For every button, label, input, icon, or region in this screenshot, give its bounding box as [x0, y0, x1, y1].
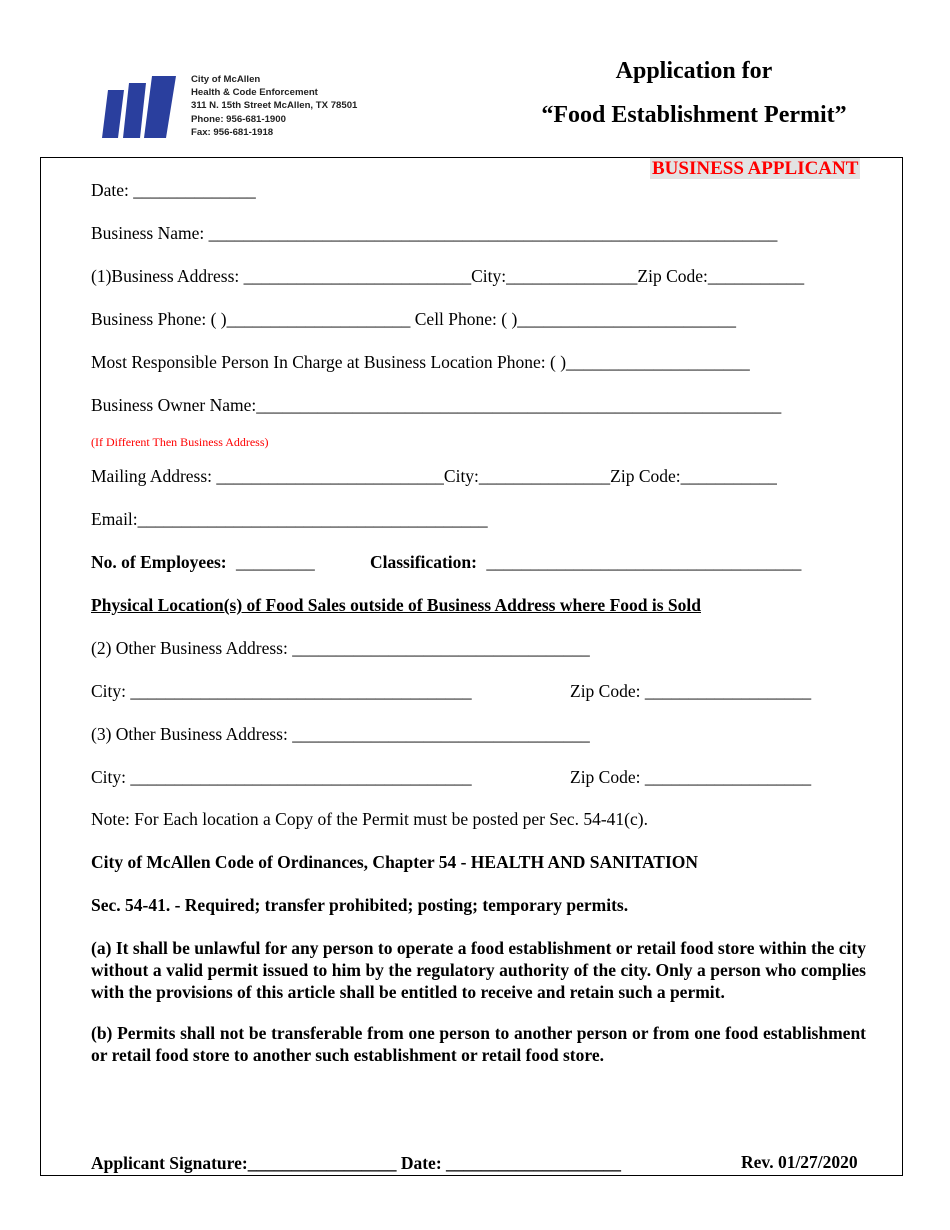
- applicant-signature-field[interactable]: Applicant Signature:_________________ Date: ____________________: [91, 1153, 622, 1173]
- classification-row: [370, 551, 801, 573]
- ordinance-paragraph-a: (a) It shall be unlawful for any person to operate a food establishment or retail food store within the city without a valid permit issued to him by the regulatory authority of the city. Only a person who complies with the provisions of this article shall be entitled to receive and retain such a permit.: [91, 938, 866, 1002]
- city-of-mcallen-logo-icon: [100, 76, 178, 140]
- agency-street: 311 N. 15th Street McAllen, TX 78501: [191, 100, 358, 112]
- ordinance-section: Sec. 54-41. - Required; transfer prohibited; posting; temporary permits.: [91, 895, 629, 915]
- business-address-field[interactable]: (1)Business Address: __________________________City:_______________Zip Code:___________: [91, 266, 805, 286]
- email-field[interactable]: Email:________________________________________: [91, 509, 488, 529]
- mailing-address-field[interactable]: Mailing Address: __________________________City:_______________Zip Code:___________: [91, 466, 777, 486]
- agency-department: Health & Code Enforcement: [191, 87, 318, 99]
- business-name-field[interactable]: Business Name: _________________________________________________________________: [91, 223, 778, 243]
- physical-locations-heading: Physical Location(s) of Food Sales outside of Business Address where Food is Sold: [91, 595, 701, 615]
- employees-label: No. of Employees:: [91, 552, 227, 572]
- agency-name: City of McAllen: [191, 74, 261, 85]
- date-field[interactable]: Date: ______________: [91, 180, 256, 200]
- employees-input[interactable]: _________: [235, 552, 315, 572]
- employees-row: [91, 551, 315, 573]
- classification-input[interactable]: ____________________________________: [486, 552, 802, 572]
- zip-3-field[interactable]: Zip Code: ___________________: [570, 767, 812, 787]
- responsible-person-field[interactable]: Most Responsible Person In Charge at Business Location Phone: ( )_____________________: [91, 352, 750, 372]
- agency-fax: Fax: 956-681-1918: [191, 126, 274, 138]
- other-business-address-3-field[interactable]: (3) Other Business Address: __________________________________: [91, 724, 590, 744]
- agency-phone: Phone: 956-681-1900: [191, 113, 286, 125]
- other-business-address-2-field[interactable]: (2) Other Business Address: __________________________________: [91, 638, 590, 658]
- form-title-line1: Application for: [615, 58, 773, 84]
- form-title-line2: “Food Establishment Permit”: [541, 102, 847, 128]
- city-2-field[interactable]: City: _______________________________________: [91, 681, 472, 701]
- posting-note: Note: For Each location a Copy of the Permit must be posted per Sec. 54-41(c).: [91, 809, 648, 829]
- zip-2-field[interactable]: Zip Code: ___________________: [570, 681, 812, 701]
- city-3-field[interactable]: City: _______________________________________: [91, 767, 472, 787]
- ordinance-chapter: City of McAllen Code of Ordinances, Chapter 54 - HEALTH AND SANITATION: [91, 852, 699, 872]
- business-applicant-badge: BUSINESS APPLICANT: [652, 158, 859, 179]
- if-different-note: (If Different Then Business Address): [91, 435, 269, 449]
- classification-label: Classification:: [370, 552, 477, 572]
- ordinance-paragraph-b: (b) Permits shall not be transferable from one person to another person or from one food establishment or retail food store to another such establishment or retail food store.: [91, 1023, 866, 1065]
- owner-name-field[interactable]: Business Owner Name:____________________________________________________________: [91, 395, 782, 415]
- agency-address-block: [191, 73, 357, 139]
- business-phone-field[interactable]: Business Phone: ( )_____________________ Cell Phone: ( )_________________________: [91, 309, 737, 329]
- revision-date: Rev. 01/27/2020: [741, 1152, 858, 1172]
